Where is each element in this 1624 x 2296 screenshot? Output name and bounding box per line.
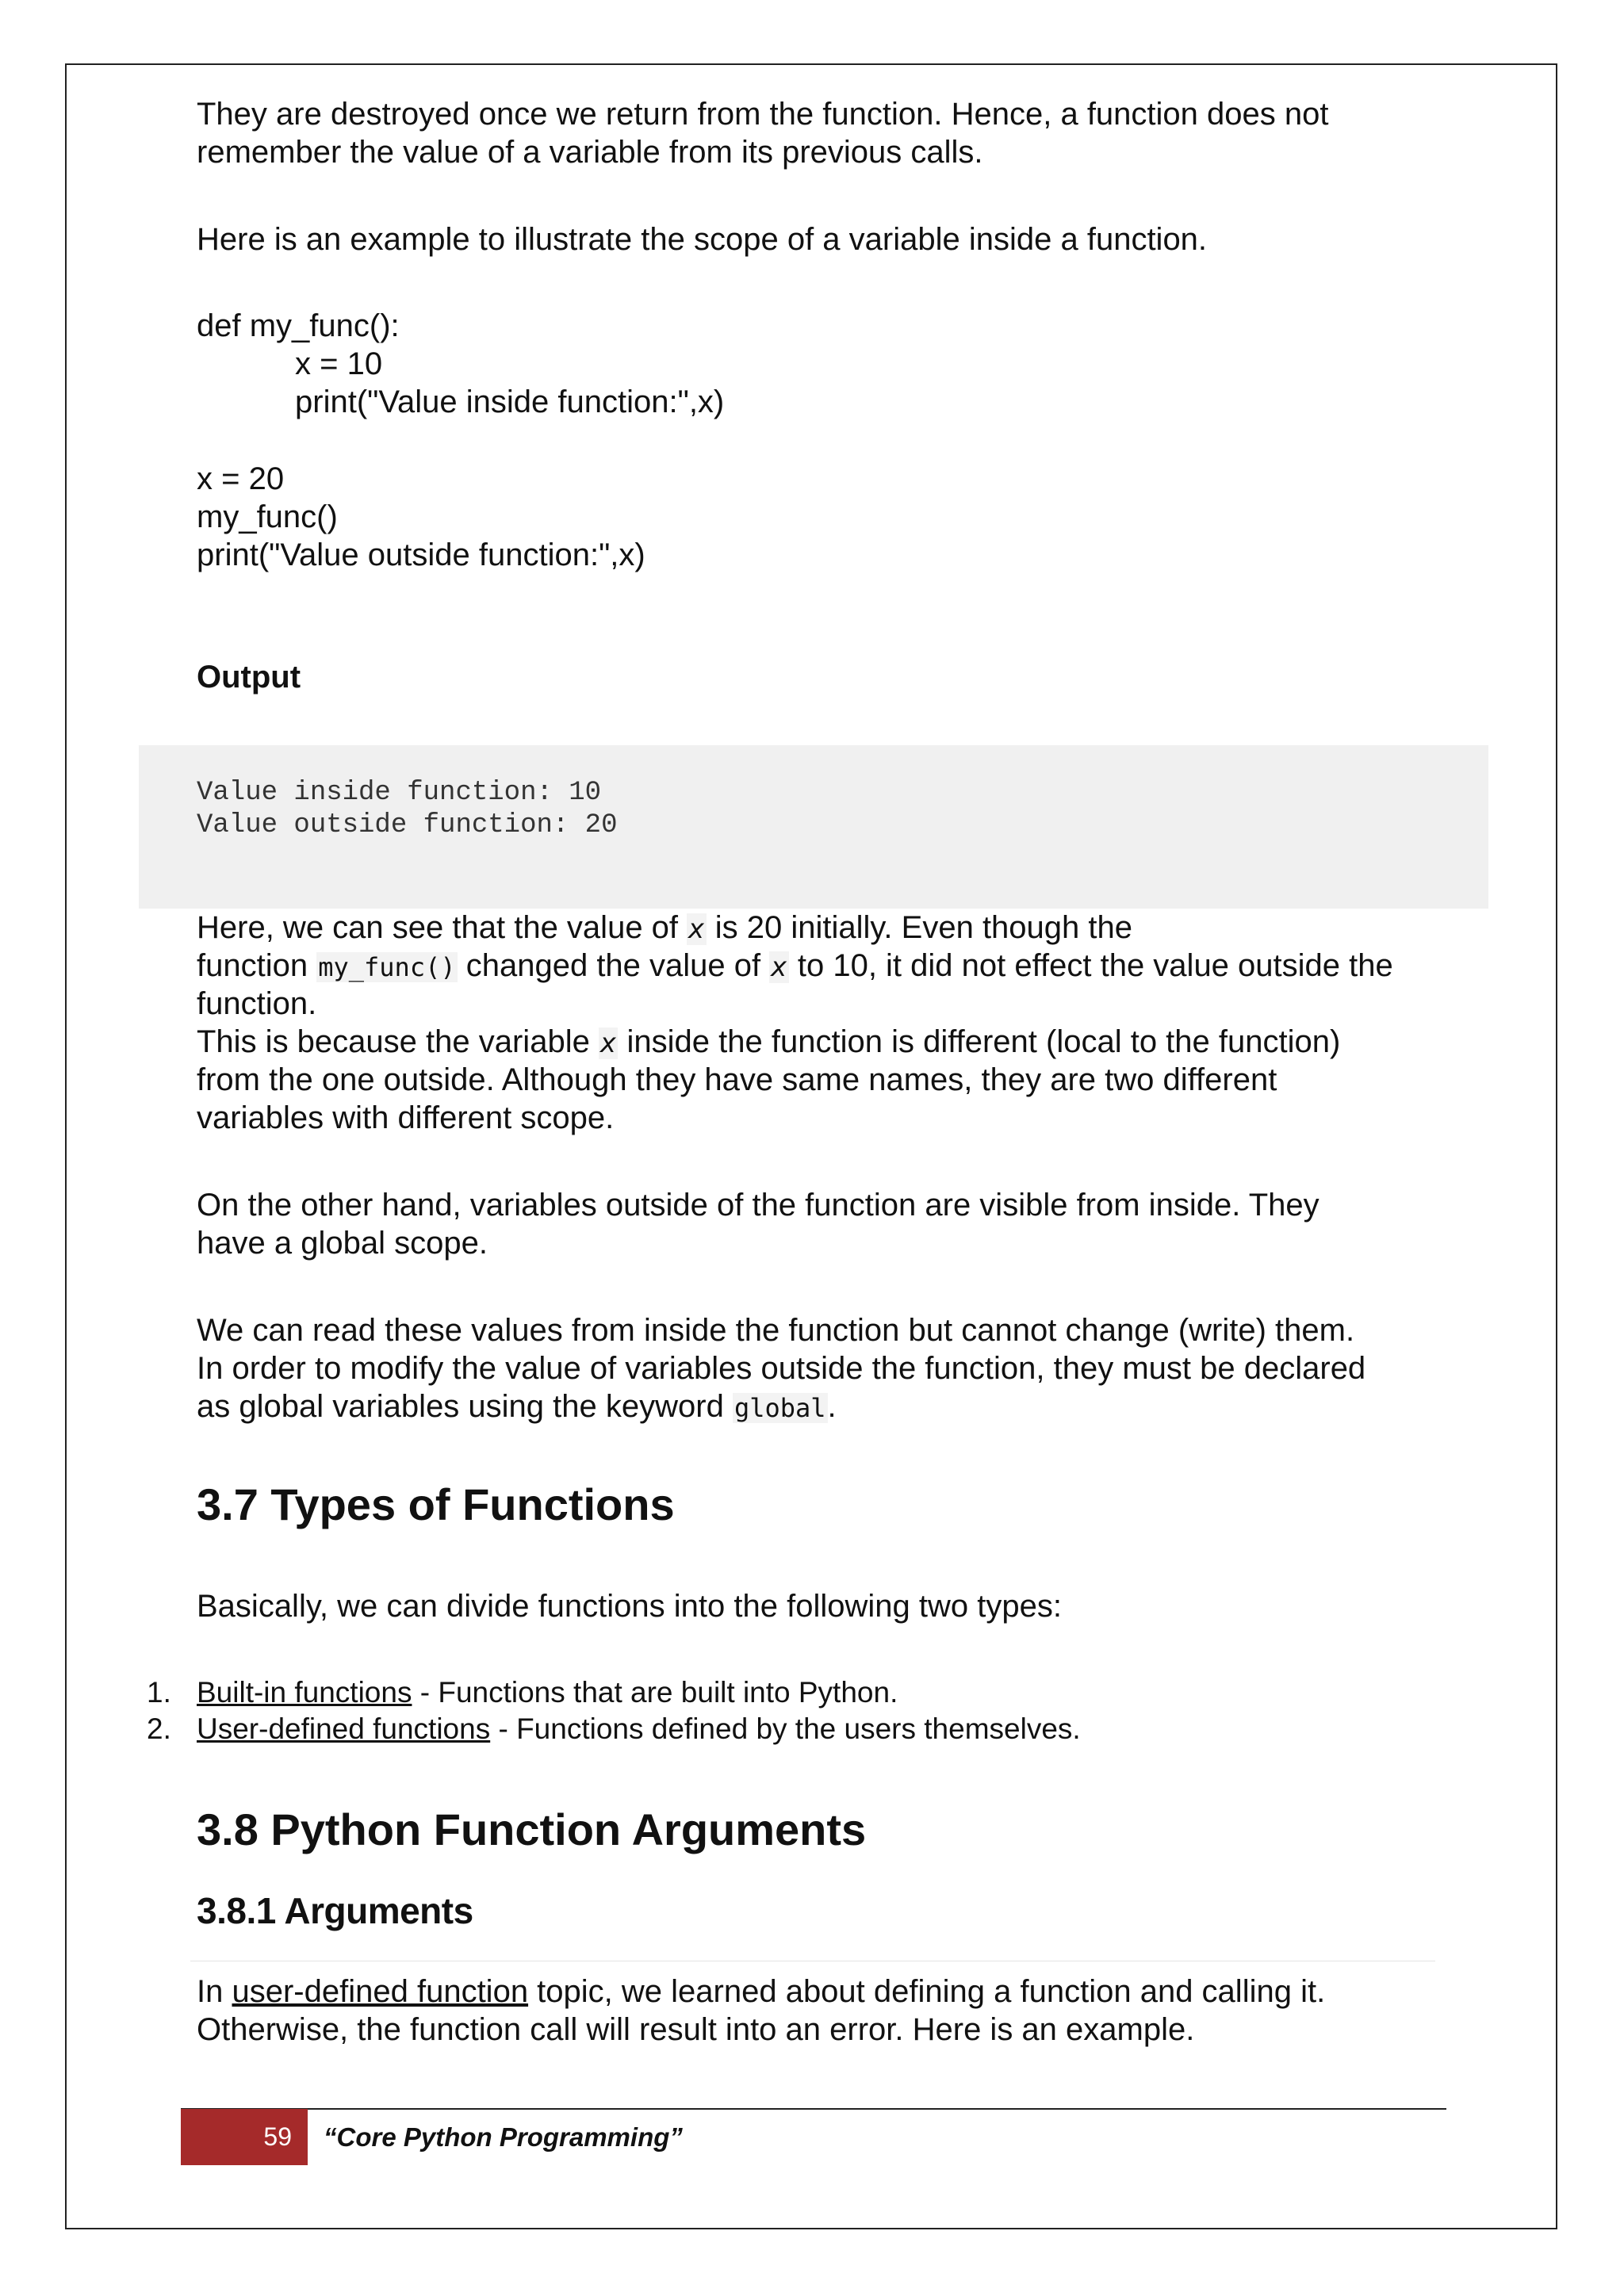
- subsection-heading-arguments: 3.8.1 Arguments: [197, 1890, 473, 1931]
- book-title: “Core Python Programming”: [324, 2122, 683, 2152]
- code-assign-line: x = 10: [295, 346, 383, 381]
- user-defined-function-link[interactable]: user-defined function: [232, 1974, 529, 2009]
- explanation-line-5: from the one outside. Although they have same names, they are two different: [197, 1062, 1277, 1097]
- global-line-1: On the other hand, variables outside of the function are visible from inside. They: [197, 1188, 1320, 1223]
- code-call-line: my_func(): [197, 499, 338, 534]
- code-def-line: def my_func():: [197, 308, 400, 343]
- read-line-2: In order to modify the value of variables outside the function, they must be declared: [197, 1351, 1366, 1386]
- inline-var-x: x: [688, 913, 705, 945]
- read-line-1: We can read these values from inside the function but cannot change (write) them.: [197, 1313, 1355, 1348]
- code-assign-outer: x = 20: [197, 461, 285, 496]
- output-heading: Output: [197, 660, 301, 695]
- explanation-line-4: This is because the variable x inside the function is different (local to the function): [197, 1024, 1341, 1059]
- inline-var-x: x: [599, 1027, 617, 1059]
- user-defined-functions-link[interactable]: User-defined functions: [197, 1712, 491, 1745]
- explanation-line-2: function my_func() changed the value of x to 10, it did not effect the value outside the: [197, 948, 1393, 983]
- section-heading-types: 3.7 Types of Functions: [197, 1479, 675, 1529]
- inline-code-global: global: [733, 1393, 826, 1423]
- intro-line-1: They are destroyed once we return from the function. Hence, a function does not: [197, 97, 1329, 132]
- section-heading-arguments: 3.8 Python Function Arguments: [197, 1804, 867, 1854]
- output-box: [139, 745, 1488, 909]
- explanation-line-3: function.: [197, 986, 317, 1021]
- list-item: 1. Built-in functions - Functions that are built into Python.: [147, 1676, 898, 1709]
- arguments-line-2: Otherwise, the function call will result into an error. Here is an example.: [197, 2012, 1195, 2047]
- code-print-inside: print("Value inside function:",x): [295, 385, 725, 419]
- global-line-2: have a global scope.: [197, 1226, 488, 1261]
- output-text: [197, 777, 618, 842]
- inline-code-my-func: my_func(): [318, 952, 456, 982]
- example-intro: Here is an example to illustrate the scope of a variable inside a function.: [197, 222, 1208, 257]
- explanation-line-6: variables with different scope.: [197, 1100, 615, 1135]
- inline-var-x: x: [771, 951, 787, 983]
- builtin-functions-link[interactable]: Built-in functions: [197, 1676, 412, 1709]
- types-intro: Basically, we can divide functions into the following two types:: [197, 1589, 1062, 1624]
- arguments-line-1: In user-defined function topic, we learned about defining a function and calling it.: [197, 1974, 1326, 2009]
- explanation-line-1: Here, we can see that the value of x is 20 initially. Even though the: [197, 910, 1133, 945]
- intro-line-2: remember the value of a variable from its previous calls.: [197, 135, 983, 170]
- output-line-2: Value outside function: 20: [197, 810, 618, 840]
- list-item: 2. User-defined functions - Functions defined by the users themselves.: [147, 1712, 1081, 1745]
- code-print-outside: print("Value outside function:",x): [197, 538, 645, 572]
- page-number: 59: [181, 2109, 308, 2165]
- output-line-1: Value inside function: 10: [197, 778, 602, 808]
- read-line-3: as global variables using the keyword global.: [197, 1389, 837, 1424]
